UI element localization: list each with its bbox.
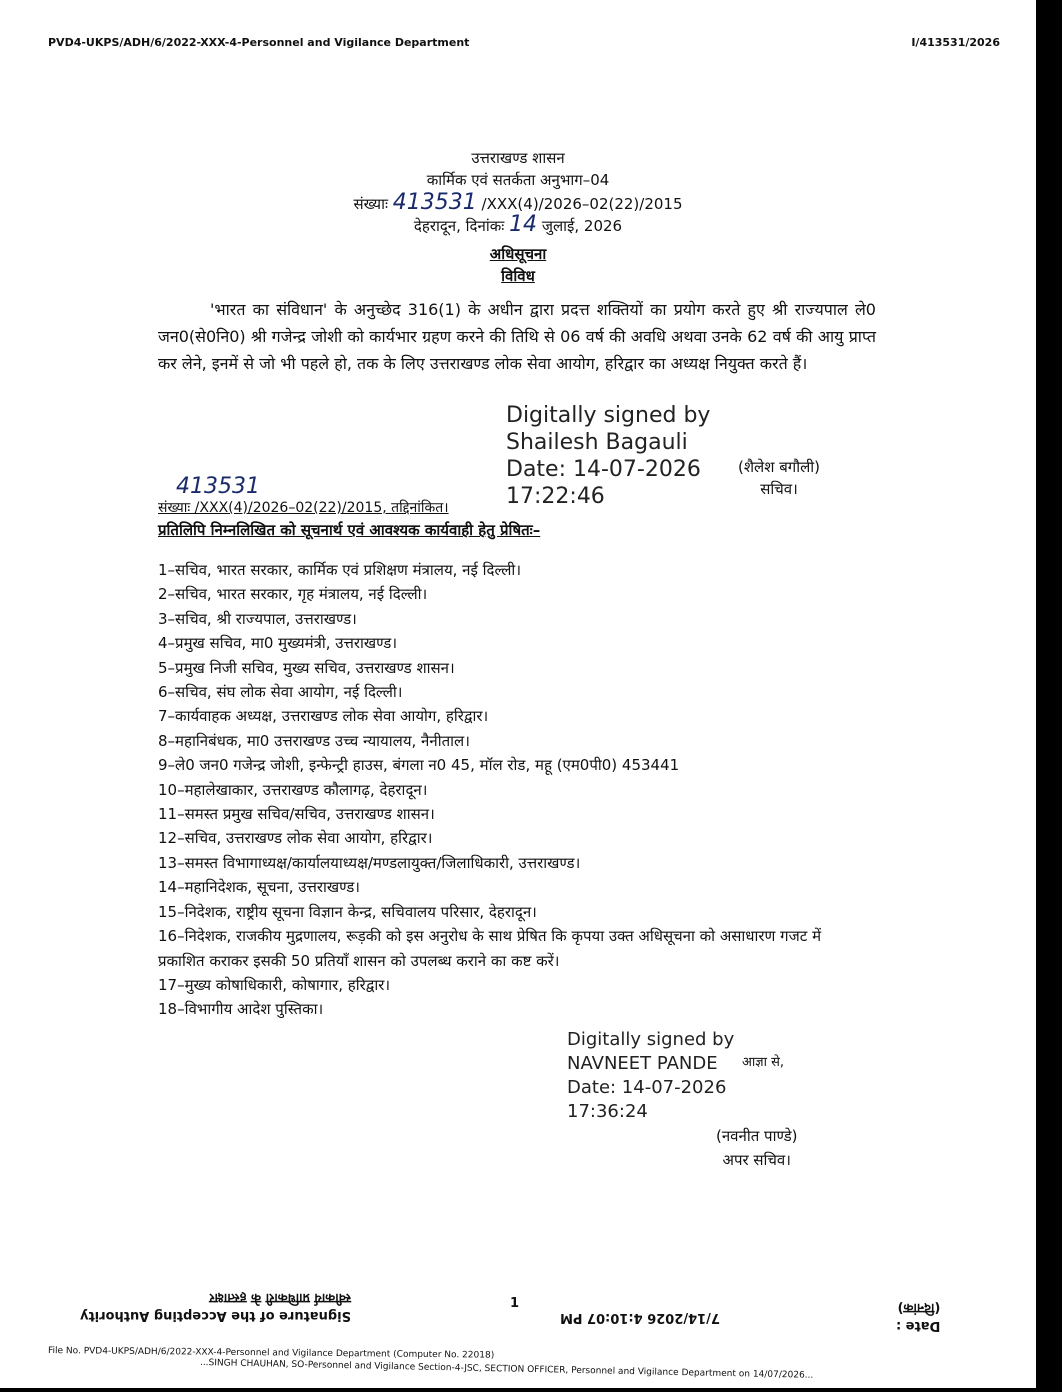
sig2-line2: NAVNEET PANDE: [567, 1053, 718, 1074]
sig2-line1: Digitally signed by: [567, 1029, 735, 1050]
sig1-line2: Shailesh Bagauli: [506, 430, 688, 455]
list-item: 11–समस्त प्रमुख सचिव/सचिव, उत्तराखण्ड शासन।: [158, 805, 435, 824]
signatory-2: [716, 1124, 797, 1172]
order-date-rest: जुलाई, 2026: [541, 217, 623, 235]
signatory-1: [738, 456, 820, 500]
order-number-handwritten: 413531: [392, 190, 477, 215]
order-date-label: देहरादून, दिनांकः: [413, 217, 505, 235]
order-date: [0, 212, 1036, 237]
mirror-date-en: Date :: [896, 1318, 941, 1333]
list-item: 3–सचिव, श्री राज्यपाल, उत्तराखण्ड।: [158, 609, 357, 628]
copy-to-heading: प्रतिलिपि निम्नलिखित को सूचनार्थ एवं आवश्यक कार्यवाही हेतु प्रेषितः–: [158, 521, 541, 539]
mirror-text-hi: स्वीकार्य प्राधिकारी के हस्ताक्षर: [209, 1290, 351, 1305]
list-item: 14–महानिदेशक, सूचना, उत्तराखण्ड।: [158, 878, 360, 897]
list-item: 2–सचिव, भारत सरकार, गृह मंत्रालय, नई दिल्ली।: [158, 585, 428, 604]
order-number-rest: /XXX(4)/2026–02(22)/2015: [481, 195, 683, 213]
recipient-list: [158, 558, 828, 1022]
govt-name: उत्तराखण्ड शासन: [471, 149, 565, 167]
notification-type: विविध: [501, 267, 535, 285]
header-receipt-no: I/413531/2026: [911, 36, 1000, 49]
list-item: 9–ले0 जन0 गजेन्द्र जोशी, इन्फेन्ट्री हाउस, बंगला न0 45, मॉल रोड, महू (एम0पी0) 453441: [158, 756, 680, 775]
list-item: 10–महालेखाकार, उत्तराखण्ड कौलागढ़, देहरादून।: [158, 780, 428, 799]
signatory-2-name: (नवनीत पाण्डे): [716, 1127, 798, 1145]
list-item: 18–विभागीय आदेश पुस्तिका।: [158, 1000, 324, 1019]
page-number: 1: [510, 1296, 520, 1311]
mirror-text-en: Signature of the Accepting Authority: [80, 1308, 351, 1323]
signatory-1-name: (शैलेश बगौली): [738, 458, 820, 476]
by-order-text: आज्ञा से,: [742, 1055, 785, 1070]
mirrored-date-label: [896, 1300, 940, 1333]
notification-title: अधिसूचना: [489, 245, 547, 263]
mirrored-accepting-authority: [80, 1290, 351, 1323]
list-item: 1–सचिव, भारत सरकार, कार्मिक एवं प्रशिक्षण मंत्रालय, नई दिल्ली।: [158, 561, 521, 579]
sig1-line1: Digitally signed by: [506, 403, 711, 428]
digital-signature-1: [506, 402, 710, 510]
sig2-line3: Date: 14-07-2026: [567, 1077, 727, 1098]
signatory-1-designation: सचिव।: [760, 480, 798, 498]
main-paragraph: [158, 296, 876, 377]
copy-ref-handwritten: 413531: [176, 474, 260, 499]
list-item: 7–कार्यवाहक अध्यक्ष, उत्तराखण्ड लोक सेवा आयोग, हरिद्वार।: [158, 707, 489, 726]
list-item: 12–सचिव, उत्तराखण्ड लोक सेवा आयोग, हरिद्वार।: [158, 829, 433, 848]
main-paragraph-text: 'भारत का संविधान' के अनुच्छेद 316(1) के अधीन द्वारा प्रदत्त शक्तियों का प्रयोग करते हुए श्री राज्यपाल ले0 जन0(से0नि0) श्री गजेन्द्र जोशी को कार्यभार ग्रहण करने की तिथि से 06 वर्ष की अवधि अथवा उनके 62 वर्ष की आयु प्राप्त कर लेने, इनमें से जो भी पहले हो, तक के लिए उत्तराखण्ड लोक सेवा आयोग, हरिद्वार का अध्यक्ष नियुक्त करते हैं।: [158, 300, 876, 373]
header-file-ref: PVD4-UKPS/ADH/6/2022-XXX-4-Personnel and Vigilance Department: [48, 36, 470, 49]
list-item: 4–प्रमुख सचिव, मा0 मुख्यमंत्री, उत्तराखण्ड।: [158, 634, 398, 653]
list-item: 17–मुख्य कोषाधिकारी, कोषागार, हरिद्वार।: [158, 975, 391, 994]
mirrored-timestamp: 7/14/2026 4:10:07 PM: [560, 1310, 720, 1325]
scan-border: [0, 1388, 1062, 1392]
digital-signature-2: [567, 1028, 734, 1124]
file-number-line: File No. PVD4-UKPS/ADH/6/2022-XXX-4-Personnel and Vigilance Department (Computer No. 22018): [47, 1346, 495, 1361]
mirror-date-hi: (दिनांक): [897, 1300, 941, 1315]
file-approval-line: ...SINGH CHAUHAN, SO-Personnel and Vigilance Section-4-JSC, SECTION OFFICER, Personnel and Vigilance Department on 14/07/2026...: [199, 1358, 814, 1381]
list-item: 16–निदेशक, राजकीय मुद्रणालय, रूड़की को इस अनुरोध के साथ प्रेषित कि कृपया उक्त अधिसूचना को असाधारण गजट में प्रकाशित कराकर इसकी 50 प्रतियाँ शासन को उपलब्ध कराने का कष्ट करें।: [158, 927, 822, 970]
list-item: 15–निदेशक, राष्ट्रीय सूचना विज्ञान केन्द्र, सचिवालय परिसार, देहरादून।: [158, 902, 537, 921]
list-item: 6–सचिव, संघ लोक सेवा आयोग, नई दिल्ली।: [158, 683, 403, 702]
section-name: कार्मिक एवं सतर्कता अनुभाग–04: [426, 171, 610, 189]
list-item: 8–महानिबंधक, मा0 उत्तराखण्ड उच्च न्यायालय, नैनीताल।: [158, 731, 470, 750]
sig1-line3: Date: 14-07-2026: [506, 457, 701, 482]
signatory-2-designation: अपर सचिव।: [722, 1151, 791, 1169]
order-date-handwritten: 14: [509, 212, 538, 237]
list-item: 5–प्रमुख निजी सचिव, मुख्य सचिव, उत्तराखण्ड शासन।: [158, 658, 455, 677]
sig2-line4: 17:36:24: [567, 1101, 648, 1122]
order-number-label: संख्याः: [353, 195, 388, 213]
copy-ref-text: संख्याः /XXX(4)/2026–02(22)/2015, तद्दिनांकित।: [158, 500, 449, 516]
sig1-line4: 17:22:46: [506, 484, 605, 509]
list-item: 13–समस्त विभागाध्यक्ष/कार्यालयाध्यक्ष/मण्डलायुक्त/जिलाधिकारी, उत्तराखण्ड।: [158, 853, 581, 872]
